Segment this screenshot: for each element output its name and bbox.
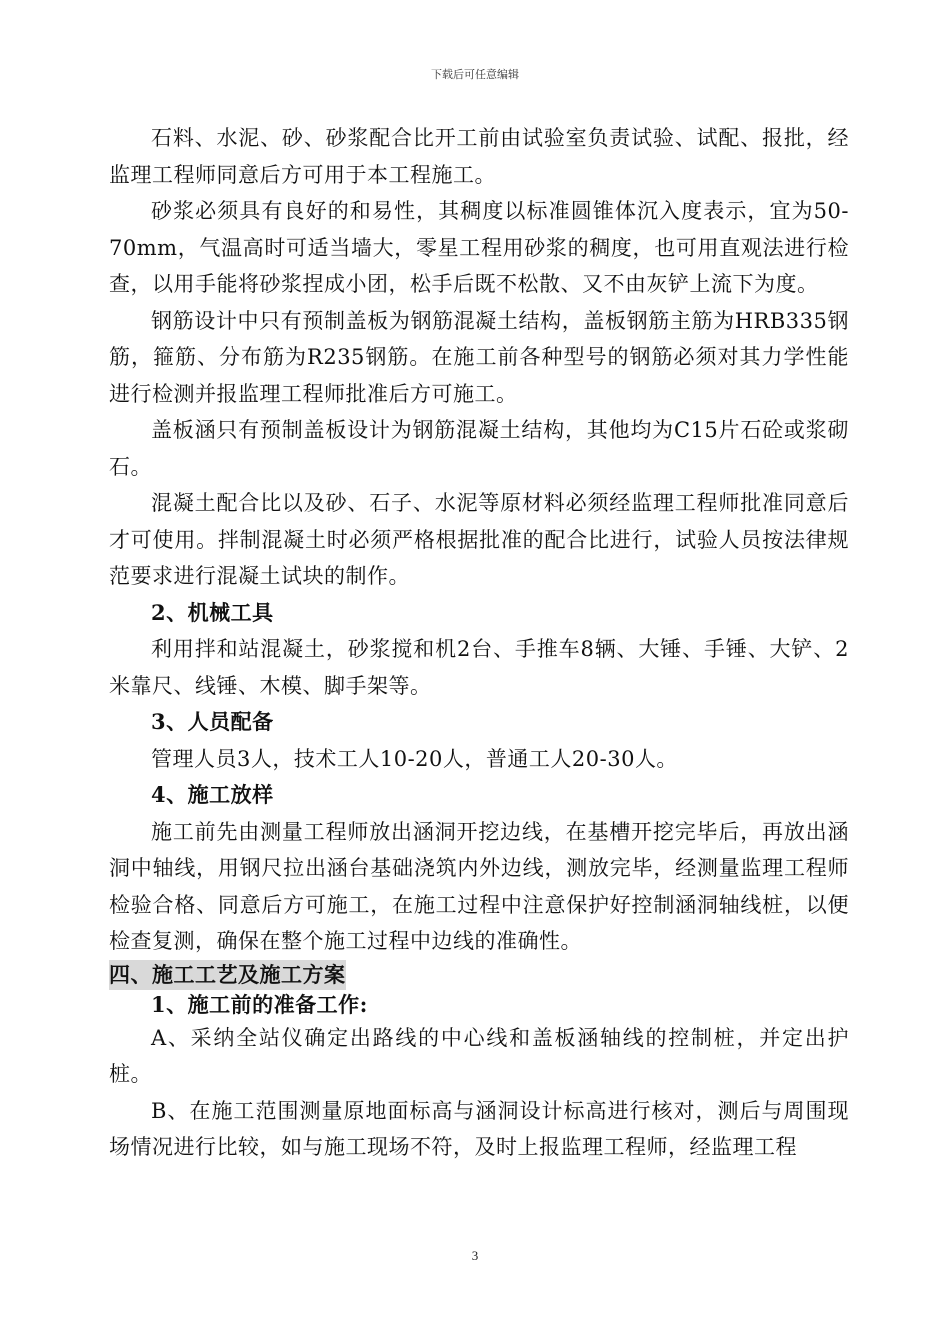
heading-machinery: 2、机械工具 [151, 599, 274, 625]
paragraph-culvert: 盖板涵只有预制盖板设计为钢筋混凝土结构，其他均为C15片石砼或浆砌石。 [109, 418, 849, 479]
section-heading-process: 四、施工工艺及施工方案 [109, 960, 346, 990]
paragraph-prep-a: A、采纳全站仪确定出路线的中心线和盖板涵轴线的控制桩，并定出护桩。 [109, 1025, 849, 1086]
section-heading-wrapper [109, 960, 849, 990]
heading-personnel: 3、人员配备 [151, 709, 274, 734]
document-body [109, 120, 849, 1166]
heading-preparation: 1、施工前的准备工作: [151, 991, 368, 1017]
paragraph-rebar: 钢筋设计中只有预制盖板为钢筋混凝土结构，盖板钢筋主筋为HRB335钢筋，箍筋、分布筋为R235钢筋。在施工前各种型号的钢筋必须对其力学性能进行检测并报监理工程师批准后方可施工。 [109, 308, 849, 406]
paragraph-machinery: 利用拌和站混凝土，砂浆搅和机2台、手推车8辆、大锤、手锤、大铲、2米靠尺、线锤、木模、脚手架等。 [109, 637, 849, 698]
paragraph-concrete: 混凝土配合比以及砂、石子、水泥等原材料必须经监理工程师批准同意后才可使用。拌制混凝土时必须严格根据批准的配合比进行，试验人员按法律规范要求进行混凝土试块的制作。 [109, 491, 849, 588]
paragraph-mortar: 砂浆必须具有良好的和易性，其稠度以标准圆锥体沉入度表示，宜为50-70mm，气温高时可适当墙大，零星工程用砂浆的稠度，也可用直观法进行检查，以用手能将砂浆捏成小团，松手后既不松散、又不由灰铲上流下为度。 [109, 199, 849, 296]
paragraph-materials: 石料、水泥、砂、砂浆配合比开工前由试验室负责试验、试配、报批，经监理工程师同意后方可用于本工程施工。 [109, 126, 849, 187]
heading-layout: 4、施工放样 [151, 782, 274, 807]
page-number: 3 [471, 1248, 479, 1263]
paragraph-layout: 施工前先由测量工程师放出涵洞开挖边线，在基槽开挖完毕后，再放出涵洞中轴线，用钢尺拉出涵台基础浇筑内外边线，测放完毕，经测量监理工程师检验合格、同意后方可施工，在施工过程中注意保护好控制涵洞轴线桩，以便检查复测，确保在整个施工过程中边线的准确性。 [109, 819, 849, 953]
paragraph-prep-b: B、在施工范围测量原地面标高与涵洞设计标高进行核对，测后与周围现场情况进行比较，如与施工现场不符，及时上报监理工程师，经监理工程 [109, 1098, 849, 1159]
page-header: 下载后可任意编辑 [431, 68, 519, 81]
paragraph-personnel: 管理人员3人，技术工人10-20人，普通工人20-30人。 [151, 746, 678, 771]
